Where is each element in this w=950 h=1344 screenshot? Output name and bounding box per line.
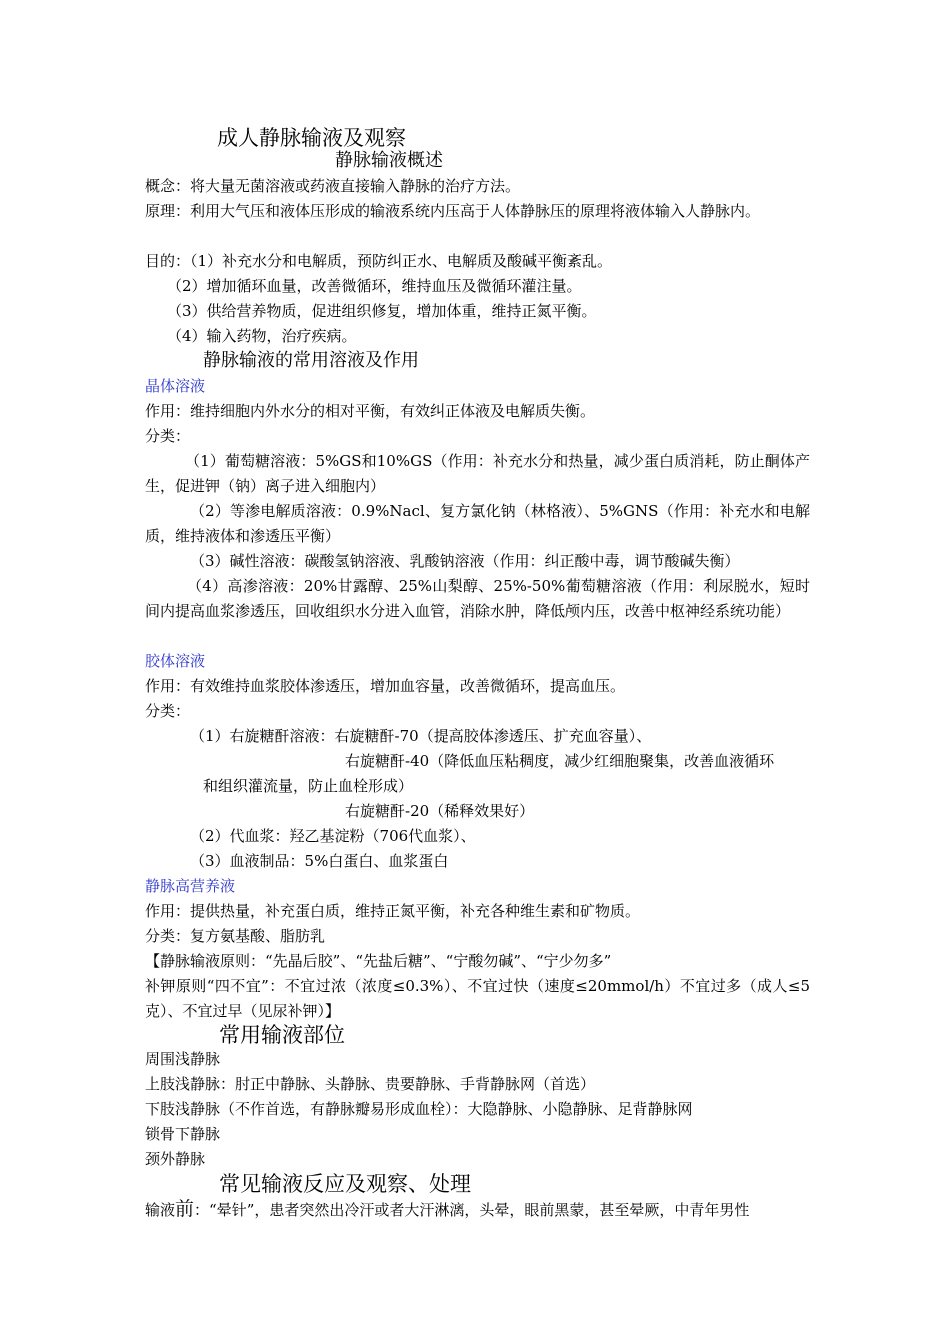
crystal-effect: 作用：维持细胞内外水分的相对平衡，有效纠正体液及电解质失衡。 <box>145 402 596 420</box>
crystal-item-3: （3）碱性溶液：碳酸氢钠溶液、乳酸钠溶液（作用：纠正酸中毒，调节酸碱失衡） <box>190 552 740 570</box>
site-line-1: 周围浅静脉 <box>145 1050 221 1068</box>
colloid-item-1: （1）右旋糖酐溶液：右旋糖酐-70（提高胶体渗透压、扩充血容量）、 <box>190 727 652 745</box>
site-line-2: 上肢浅静脉：肘正中静脉、头静脉、贵要静脉、手背静脉网（首选） <box>145 1075 596 1093</box>
colloid-item-1c: 和组织灌流量，防止血栓形成） <box>203 777 414 795</box>
before-infusion-line <box>145 1197 810 1223</box>
section-heading-reactions: 常见输液反应及观察、处理 <box>219 1172 471 1196</box>
nutrition-effect: 作用：提供热量，补充蛋白质，维持正氮平衡，补充各种维生素和矿物质。 <box>145 902 641 920</box>
document-title: 成人静脉输液及观察 <box>217 126 406 150</box>
section-heading-overview: 静脉输液概述 <box>335 150 443 171</box>
site-line-4: 锁骨下静脉 <box>145 1125 221 1143</box>
before-infusion-emphasis: 前 <box>175 1198 195 1220</box>
colloid-item-2: （2）代血浆：羟乙基淀粉（706代血浆）、 <box>190 827 476 845</box>
crystal-item-1: （1）葡萄糖溶液：5%GS和10%GS（作用：补充水分和热量，减少蛋白质消耗，防止酮体产生，促进钾（钠）离子进入细胞内） <box>145 452 810 495</box>
colloid-item-1d: 右旋糖酐-20（稀释效果好） <box>345 802 535 820</box>
colloid-item-1b: 右旋糖酐-40（降低血压粘稠度，减少红细胞聚集，改善血液循环 <box>345 752 775 770</box>
potassium-principle: 补钾原则“四不宜”：不宜过浓（浓度≤0.3%）、不宜过快（速度≤20mmol/h）不宜过多（成人≤5克）、不宜过早（见尿补钾）】 <box>145 977 810 1020</box>
concept-line: 概念：将大量无菌溶液或药液直接输入静脉的治疗方法。 <box>145 177 521 195</box>
nutrition-solution-label: 静脉高营养液 <box>145 877 236 895</box>
purpose-item-3: （3）供给营养物质，促进组织修复，增加体重，维持正氮平衡。 <box>167 302 597 320</box>
principle-paragraph: 原理：利用大气压和液体压形成的输液系统内压高于人体静脉压的原理将液体输入人静脉内。 <box>145 202 761 220</box>
crystal-item-4: （4）高渗溶液：20%甘露醇、25%山梨醇、25%-50%葡萄糖溶液（作用：利尿脱水，短时间内提高血浆渗透压，回收组织水分进入血管，消除水肿，降低颅内压，改善中枢神经系统功能） <box>145 577 810 620</box>
colloid-effect: 作用：有效维持血浆胶体渗透压，增加血容量，改善微循环，提高血压。 <box>145 677 626 695</box>
crystal-item-2: （2）等渗电解质溶液：0.9%Nacl、复方氯化钠（林格液）、5%GNS（作用：补充水和电解质，维持液体和渗透压平衡） <box>145 502 810 545</box>
colloid-class-label: 分类： <box>145 702 191 720</box>
infusion-principle-line: 【静脉输液原则：“先晶后胶”、“先盐后糖”、“宁酸勿碱”、“宁少勿多” <box>145 952 612 970</box>
crystal-solution-label: 晶体溶液 <box>145 377 206 395</box>
colloid-item-3: （3）血液制品：5%白蛋白、血浆蛋白 <box>190 852 449 870</box>
colloid-solution-label: 胶体溶液 <box>145 652 206 670</box>
site-line-3: 下肢浅静脉（不作首选，有静脉瓣易形成血栓）：大隐静脉、小隐静脉、足背静脉网 <box>145 1100 693 1118</box>
site-line-5: 颈外静脉 <box>145 1150 206 1168</box>
purpose-item-4: （4）输入药物，治疗疾病。 <box>167 327 357 345</box>
section-heading-sites: 常用输液部位 <box>219 1023 345 1047</box>
section-heading-solutions: 静脉输液的常用溶液及作用 <box>203 350 419 371</box>
before-infusion-prefix: 输液 <box>145 1201 176 1219</box>
purpose-item-2: （2）增加循环血量，改善微循环，维持血压及微循环灌注量。 <box>167 277 582 295</box>
nutrition-class: 分类：复方氨基酸、脂肪乳 <box>145 927 326 945</box>
crystal-class-label: 分类： <box>145 427 191 445</box>
before-infusion-text: ：“晕针”，患者突然出冷汗或者大汗淋漓，头晕，眼前黑蒙，甚至晕厥，中青年男性 <box>194 1201 750 1219</box>
purpose-item-1: 目的：（1）补充水分和电解质，预防纠正水、电解质及酸碱平衡紊乱。 <box>145 252 613 270</box>
